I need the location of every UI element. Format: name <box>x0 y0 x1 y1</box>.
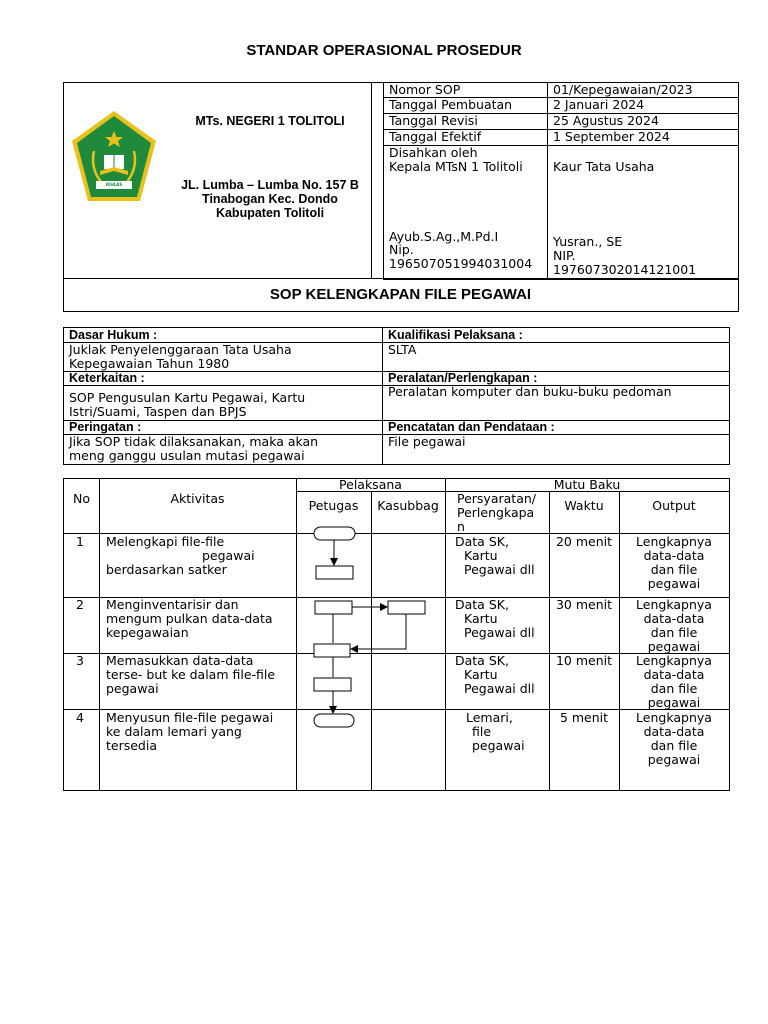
approver1-title: Kepala MTsN 1 Tolitoli <box>389 159 523 174</box>
info-value-pembuatan: 2 Januari 2024 <box>553 97 645 112</box>
flow-start-terminator <box>314 527 355 540</box>
approver2-nip: 197607302014121001 <box>553 262 697 277</box>
row-2-aktivitas-line-1: Menginventarisir dan <box>106 597 239 612</box>
row-4-no: 4 <box>76 710 84 725</box>
row-2-waktu: 30 menit <box>555 597 613 612</box>
row-4-waktu: 5 menit <box>559 710 609 725</box>
address-line-1: JL. Lumba – Lumba No. 157 B <box>181 178 359 192</box>
flow-step-2-process-kasubbag <box>388 601 425 614</box>
flow-step-3-process-a <box>314 644 350 657</box>
institution-name: MTs. NEGERI 1 TOLITOLI <box>195 114 345 128</box>
col-header-pelaksana: Pelaksana <box>339 477 402 492</box>
row-4-aktivitas-line-1: Menyusun file-file pegawai <box>106 710 274 725</box>
row-3-no: 3 <box>76 653 84 668</box>
approver1-nip-label: Nip. <box>389 242 414 257</box>
col-header-waktu: Waktu <box>564 498 604 513</box>
dasar-hukum-line-2: Kepegawaian Tahun 1980 <box>69 356 230 371</box>
row-3-output-line-1: Lengkapnya <box>636 653 712 668</box>
keterkaitan-label: Keterkaitan : <box>69 371 145 385</box>
col-header-kasubbag: Kasubbag <box>377 498 439 513</box>
pencatatan-text: File pegawai <box>388 434 466 449</box>
row-4-aktivitas-line-3: tersedia <box>106 738 158 753</box>
address-line-2: Tinabogan Kec. Dondo <box>202 192 338 206</box>
row-1-output-line-1: Lengkapnya <box>636 534 712 549</box>
row-4-output-line-1: Lengkapnya <box>636 710 712 725</box>
row-3-aktivitas-line-3: pegawai <box>106 681 159 696</box>
row-1-output-line-2: data-data <box>643 548 705 563</box>
persyaratan-header-line-1: Persyaratan/ <box>457 491 536 506</box>
row-4-persyaratan-line-2: file <box>472 724 492 739</box>
col-header-petugas: Petugas <box>308 498 359 513</box>
peringatan-line-1: Jika SOP tidak dilaksanakan, maka akan <box>69 434 319 449</box>
kualifikasi-label: Kualifikasi Pelaksana : <box>388 328 523 342</box>
keterkaitan-line-2: Istri/Suami, Taspen dan BPJS <box>69 404 247 419</box>
flow-arrow-kasubbag-back <box>351 614 406 649</box>
row-2-persyaratan-line-1: Data SK, <box>455 597 509 612</box>
row-1-output-line-3: dan file <box>650 562 698 577</box>
row-2-aktivitas-line-2: mengum pulkan data-data <box>106 611 273 626</box>
flow-step-2-process-petugas <box>315 601 352 614</box>
dasar-hukum-label: Dasar Hukum : <box>69 328 158 342</box>
row-1-output-line-4: pegawai <box>647 576 701 591</box>
row-1-no: 1 <box>76 534 84 549</box>
col-header-aktivitas: Aktivitas <box>170 491 225 506</box>
persyaratan-header-line-3: n <box>457 519 465 534</box>
info-label-revisi: Tanggal Revisi <box>389 113 478 128</box>
peringatan-line-2: meng ganggu usulan mutasi pegawai <box>69 448 305 463</box>
row-3-persyaratan-line-2: Kartu <box>464 667 498 682</box>
row-4-persyaratan-line-1: Lemari, <box>466 710 513 725</box>
flow-end-terminator <box>314 714 354 727</box>
approval-label: Disahkan oleh <box>389 145 478 160</box>
approver1-name: Ayub.S.Ag.,M.Pd.I <box>389 229 499 244</box>
row-1-persyaratan-line-3: Pegawai dll <box>464 562 535 577</box>
row-2-output-line-1: Lengkapnya <box>636 597 712 612</box>
approver2-title: Kaur Tata Usaha <box>553 159 655 174</box>
address-line-3: Kabupaten Tolitoli <box>215 206 325 220</box>
row-1-aktivitas-line-1: Melengkapi file-file <box>106 534 225 549</box>
row-1-persyaratan-line-2: Kartu <box>464 548 498 563</box>
row-1-persyaratan-line-1: Data SK, <box>455 534 509 549</box>
kualifikasi-text: SLTA <box>388 342 417 357</box>
approver2-nip-label: NIP. <box>553 248 576 263</box>
flow-step-3-process-b <box>314 678 351 691</box>
info-label-efektif: Tanggal Efektif <box>389 129 482 144</box>
row-3-aktivitas-line-1: Memasukkan data-data <box>106 653 254 668</box>
pencatatan-label: Pencatatan dan Pendataan : <box>388 420 555 434</box>
peringatan-label: Peringatan : <box>69 420 142 434</box>
row-2-aktivitas-line-3: kepegawaian <box>106 625 189 640</box>
row-3-aktivitas-line-2: terse- but ke dalam file-file <box>106 667 276 682</box>
col-header-no: No <box>73 491 90 506</box>
row-4-output-line-3: dan file <box>650 738 698 753</box>
row-1-aktivitas-line-3: berdasarkan satker <box>106 562 227 577</box>
flow-step-1-process <box>316 566 353 579</box>
row-3-persyaratan-line-1: Data SK, <box>455 653 509 668</box>
info-label-nomor: Nomor SOP <box>389 82 461 97</box>
info-value-efektif: 1 September 2024 <box>553 129 670 144</box>
row-2-output-line-3: dan file <box>650 625 698 640</box>
row-4-output-line-2: data-data <box>643 724 705 739</box>
col-header-output: Output <box>652 498 696 513</box>
row-2-output-line-2: data-data <box>643 611 705 626</box>
row-4-aktivitas-line-2: ke dalam lemari yang <box>106 724 242 739</box>
persyaratan-header-line-2: Perlengkapa <box>457 505 535 520</box>
peralatan-text: Peralatan komputer dan buku-buku pedoman <box>388 384 672 399</box>
keterkaitan-line-1: SOP Pengusulan Kartu Pegawai, Kartu <box>69 390 306 405</box>
logo-caption: IKHLAS BERAMAL <box>103 182 125 195</box>
info-value-nomor: 01/Kepegawaian/2023 <box>553 82 693 97</box>
row-1-aktivitas-line-2: pegawai <box>202 548 255 563</box>
approver2-name: Yusran., SE <box>553 234 623 249</box>
row-2-persyaratan-line-3: Pegawai dll <box>464 625 535 640</box>
info-value-revisi: 25 Agustus 2024 <box>553 113 659 128</box>
row-1-waktu: 20 menit <box>555 534 613 549</box>
row-2-no: 2 <box>76 597 84 612</box>
row-3-output-line-2: data-data <box>643 667 705 682</box>
approver1-nip: 196507051994031004 <box>389 256 533 271</box>
page-title: STANDAR OPERASIONAL PROSEDUR <box>246 42 522 59</box>
row-4-persyaratan-line-3: pegawai <box>472 738 525 753</box>
row-2-output-line-4: pegawai <box>647 639 701 654</box>
peralatan-label: Peralatan/Perlengkapan : <box>388 371 538 385</box>
row-3-output-line-4: pegawai <box>647 695 701 710</box>
dasar-hukum-line-1: Juklak Penyelenggaraan Tata Usaha <box>69 342 292 357</box>
info-label-pembuatan: Tanggal Pembuatan <box>389 97 513 112</box>
row-3-persyaratan-line-3: Pegawai dll <box>464 681 535 696</box>
row-2-persyaratan-line-2: Kartu <box>464 611 498 626</box>
row-4-output-line-4: pegawai <box>647 752 701 767</box>
row-3-output-line-3: dan file <box>650 681 698 696</box>
col-header-mutu-baku: Mutu Baku <box>553 477 621 492</box>
row-3-waktu: 10 menit <box>555 653 613 668</box>
sop-title: SOP KELENGKAPAN FILE PEGAWAI <box>269 286 532 303</box>
